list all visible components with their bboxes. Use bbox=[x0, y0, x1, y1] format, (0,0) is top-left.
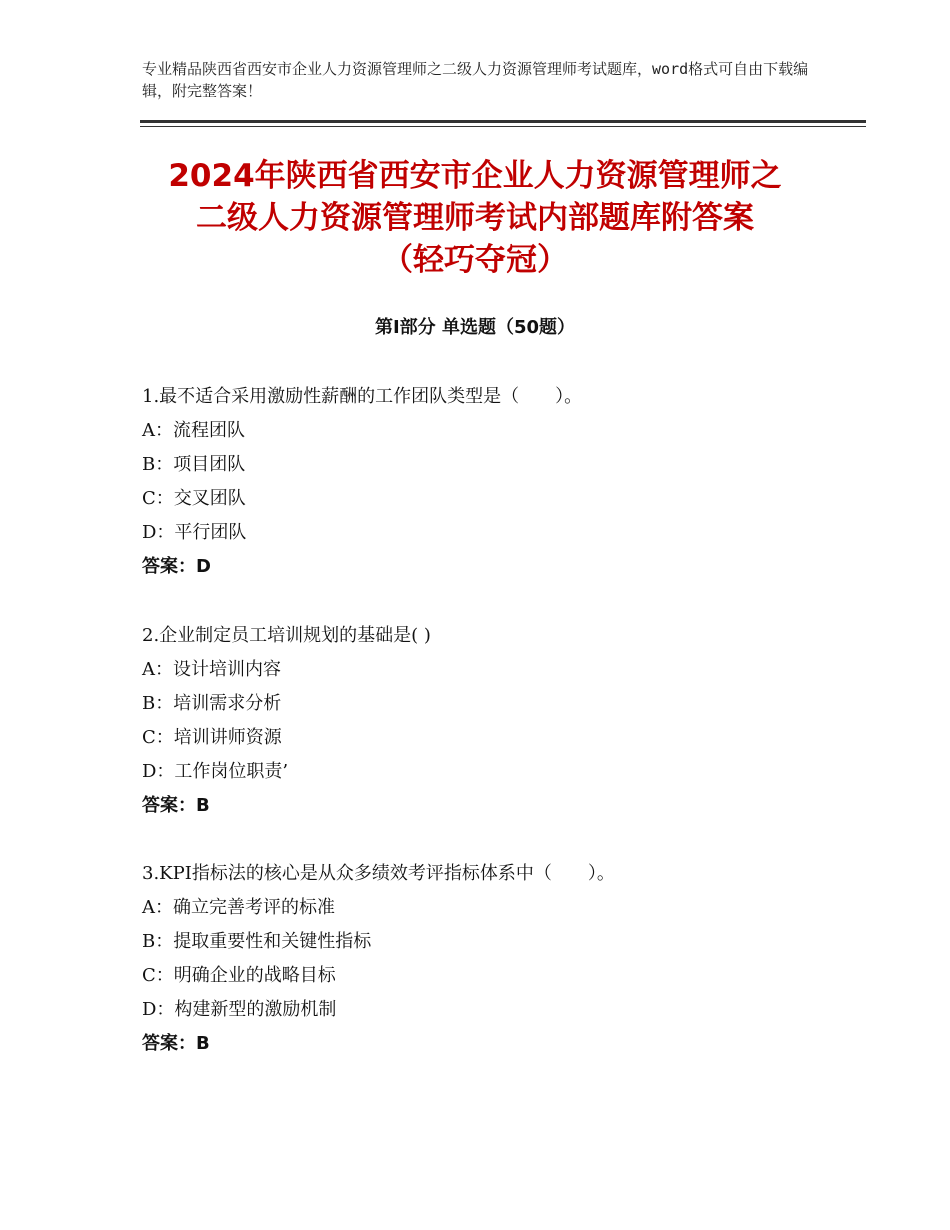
header-divider-thin bbox=[140, 126, 866, 127]
option-d: D：平行团队 bbox=[142, 522, 247, 543]
question-2 bbox=[142, 619, 842, 823]
header-divider-thick bbox=[140, 120, 866, 123]
option-c: C：交叉团队 bbox=[142, 488, 246, 509]
question-stem: 1.最不适合采用激励性薪酬的工作团队类型是（ ）。 bbox=[142, 386, 583, 407]
option-d: D：构建新型的激励机制 bbox=[142, 999, 337, 1020]
option-c: C：培训讲师资源 bbox=[142, 727, 282, 748]
answer: 答案：B bbox=[142, 795, 210, 816]
question-stem: 2.企业制定员工培训规划的基础是( ) bbox=[142, 625, 431, 646]
option-c: C：明确企业的战略目标 bbox=[142, 965, 336, 986]
option-a: A：流程团队 bbox=[142, 420, 245, 441]
answer: 答案：D bbox=[142, 556, 211, 577]
document-title bbox=[120, 155, 830, 281]
option-a: A：确立完善考评的标准 bbox=[142, 897, 335, 918]
answer: 答案：B bbox=[142, 1033, 210, 1054]
question-1 bbox=[142, 380, 842, 584]
option-b: B：项目团队 bbox=[142, 454, 246, 475]
header-note: 专业精品陕西省西安市企业人力资源管理师之二级人力资源管理师考试题库，word格式可自由下载编辑，附完整答案！ bbox=[142, 60, 809, 100]
option-a: A：设计培训内容 bbox=[142, 659, 281, 680]
option-d: D：工作岗位职责’ bbox=[142, 761, 289, 782]
section-title: 第Ⅰ部分 单选题（50题） bbox=[374, 317, 575, 338]
title-line-2: 二级人力资源管理师考试内部题库附答案 bbox=[196, 200, 754, 236]
question-stem: 3.KPI指标法的核心是从众多绩效考评指标体系中（ ）。 bbox=[142, 863, 615, 884]
title-line-3: （轻巧夺冠） bbox=[382, 242, 568, 278]
option-b: B：培训需求分析 bbox=[142, 693, 282, 714]
title-line-1: 2024年陕西省西安市企业人力资源管理师之 bbox=[168, 158, 782, 194]
question-3 bbox=[142, 857, 842, 1061]
option-b: B：提取重要性和关键性指标 bbox=[142, 931, 372, 952]
